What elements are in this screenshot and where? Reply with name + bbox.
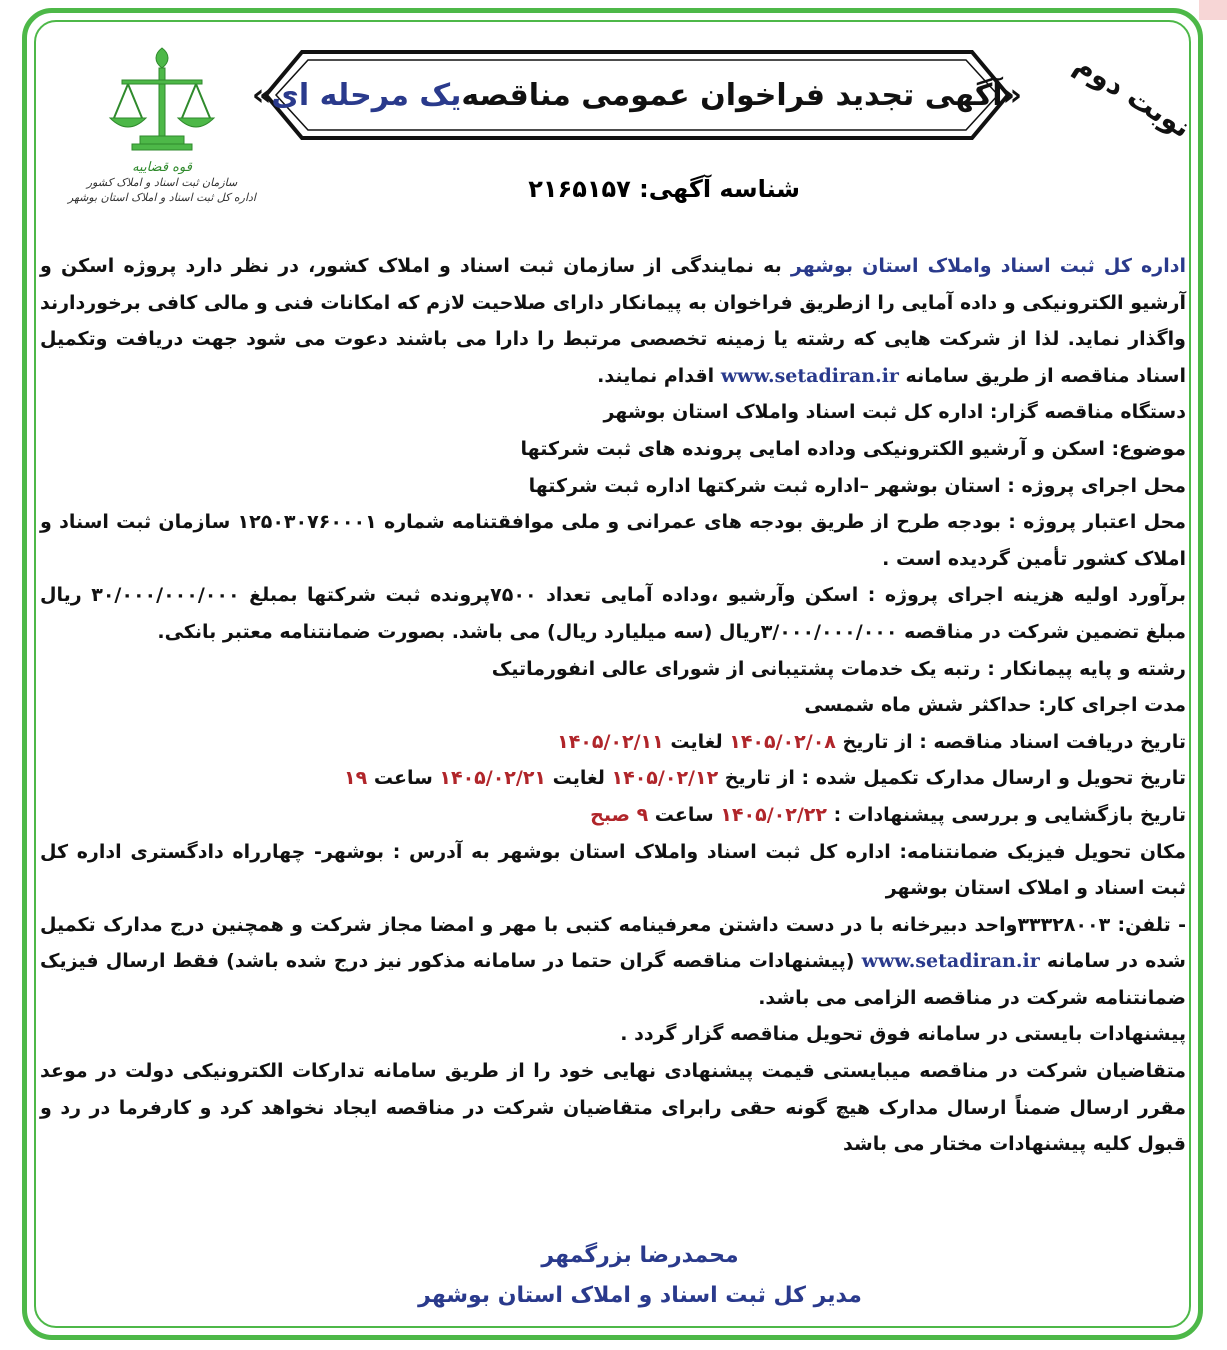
round-badge: نوبت دوم bbox=[1068, 47, 1197, 145]
phone-text-1: - تلفن: ۳۳۳۲۸۰۰۳واحد دبیرخانه با در دست داشتن معرفینامه کتبی با مهر و امضا مجاز شرکت و همچنین درج مدارک تکمیل شده در سامانه bbox=[40, 913, 1186, 973]
emblem-line-organization: سازمان ثبت اسناد و املاک کشور bbox=[86, 176, 238, 189]
document-receipt-dates bbox=[40, 724, 1186, 761]
intro-text-1: به نمایندگی از سازمان ثبت اسناد و املاک کشور، در نظر دارد پروژه اسکن و آرشیو الکترونیکی و داده آمایی را ازطریق فراخوان به پیمانکار دارای صلاحیت لازم که امکانات فنی و مالی کافی برخوردارند واگذار نماید. لذا از شرکت هایی که رشته یا زمینه تخصصی مرتبط را دارا می باشند دعوت می شود جهت دریافت وتکمیل اسناد مناقصه از طریق سامانه bbox=[40, 255, 1186, 387]
phone-and-submission bbox=[40, 907, 1186, 1017]
title-highlight: یک مرحله ای bbox=[271, 77, 462, 113]
emblem-line-judiciary: قوه قضاییه bbox=[132, 160, 192, 175]
intro-paragraph bbox=[40, 248, 1186, 394]
submission-to-date: ۱۴۰۵/۰۲/۲۱ bbox=[439, 767, 547, 790]
ad-id-label: شناسه آگهی: bbox=[639, 175, 800, 203]
opening-time: ۹ صبح bbox=[590, 803, 649, 826]
submission-from-date: ۱۴۰۵/۰۲/۱۲ bbox=[611, 767, 719, 790]
tender-organizer: دستگاه مناقصه گزار: اداره کل ثبت اسناد واملاک استان بوشهر bbox=[603, 401, 1186, 424]
receipt-from-date: ۱۴۰۵/۰۲/۰۸ bbox=[729, 730, 836, 753]
opening-date-value: ۱۴۰۵/۰۲/۲۲ bbox=[720, 803, 827, 826]
opening-label: تاریخ بازگشایی و بررسی پیشنهادات : bbox=[826, 803, 1186, 826]
signatory-name: محمدرضا بزرگمهر bbox=[541, 1243, 739, 1268]
final-note: متقاضیان شرکت در مناقصه میبایستی قیمت پیشنهادی نهایی خود را از طریق سامانه تدارکات الکترونیکی دولت در موعد مقرر ارسال ضمناً ارسال مدارک هیچ گونه حقی رابرای متقاضیان شرکت در مناقصه ایجاد نخواهد کرد و کارفرما در رد و قبول کلیه پیشنهادات مختار می باشد bbox=[40, 1060, 1186, 1156]
title-box bbox=[252, 48, 1022, 142]
title-part-1: «آگهی تجدید فراخوان عمومی مناقصه bbox=[461, 77, 1022, 113]
signature-block bbox=[340, 1236, 940, 1316]
duration: مدت اجرای کار: حداکثر شش ماه شمسی bbox=[804, 694, 1186, 717]
submission-time: ۱۹ bbox=[344, 767, 368, 790]
signatory-position: مدیر کل ثبت اسناد و املاک استان بوشهر bbox=[418, 1283, 862, 1308]
ad-id bbox=[480, 175, 800, 203]
ad-id-value: ۲۱۶۵۱۵۷ bbox=[528, 175, 631, 203]
organization-name: اداره کل ثبت اسناد واملاک استان بوشهر bbox=[790, 255, 1186, 277]
title-part-2: » bbox=[252, 77, 272, 113]
receipt-label: تاریخ دریافت اسناد مناقصه : از تاریخ bbox=[835, 730, 1186, 753]
submission-note: پیشنهادات بایستی در سامانه فوق تحویل مناقصه گزار گردد . bbox=[620, 1023, 1186, 1046]
setadiran-link[interactable]: www.setadiran.ir bbox=[720, 364, 899, 387]
scales-of-justice-icon bbox=[62, 40, 262, 170]
submission-until-label: لغایت bbox=[546, 767, 612, 790]
contractor-grade: رشته و پایه پیمانکار : رتبه یک خدمات پشتیبانی از شورای عالی انفورماتیک bbox=[491, 657, 1186, 680]
corner-mark bbox=[1199, 0, 1227, 20]
receipt-to-date: ۱۴۰۵/۰۲/۱۱ bbox=[557, 730, 664, 753]
project-location: محل اجرای پروژه : استان بوشهر –اداره ثبت شرکتها اداره ثبت شرکتها bbox=[528, 474, 1186, 497]
emblem-caption bbox=[62, 160, 262, 205]
setadiran-link-2[interactable]: www.setadiran.ir bbox=[861, 950, 1040, 973]
submission-time-label: ساعت bbox=[367, 767, 440, 790]
subject: موضوع: اسکن و آرشیو الکترونیکی وداده امایی پرونده های ثبت شرکتها bbox=[520, 437, 1186, 460]
notice-body bbox=[40, 248, 1186, 1163]
cost-estimate: برآورد اولیه هزینه اجرای پروژه : اسکن وآرشیو ،وداده آمایی تعداد ۷۵۰۰پرونده ثبت شرکتها بمبلغ ۳۰/۰۰۰/۰۰۰/۰۰۰ ریال مبلغ تضمین شرکت در مناقصه ۳/۰۰۰/۰۰۰/۰۰۰ریال (سه میلیارد ریال) می باشد. بصورت ضمانتنامه معتبر بانکی. bbox=[40, 584, 1186, 643]
opening-date bbox=[40, 797, 1186, 834]
guarantee-delivery-location: مکان تحویل فیزیک ضمانتنامه: اداره کل ثبت اسناد واملاک استان بوشهر به آدرس : بوشهر- چهارراه دادگستری اداره کل ثبت اسناد و املاک استان بوشهر bbox=[40, 840, 1186, 900]
opening-time-label: ساعت bbox=[648, 803, 721, 826]
emblem-line-office: اداره کل ثبت اسناد و املاک استان بوشهر bbox=[68, 191, 256, 204]
phone-text-2: (پیشنهادات مناقصه گران حتما در سامانه مذکور نیز درج شده باشد) فقط ارسال فیزیک ضمانتنامه شرکت در مناقصه الزامی می باشد. bbox=[40, 950, 1186, 1009]
intro-text-2: اقدام نمایند. bbox=[597, 364, 721, 387]
page-title bbox=[252, 48, 1022, 142]
project-budget-source: محل اعتبار پروژه : بودجه طرح از طریق بودجه های عمرانی و ملی موافقتنامه شماره ۱۲۵۰۳۰۷۶۰۰۰۱ سازمان ثبت اسناد و املاک کشور تأمین گردیده است . bbox=[40, 511, 1187, 570]
submission-label: تاریخ تحویل و ارسال مدارک تکمیل شده : از تاریخ bbox=[718, 767, 1186, 790]
receipt-until-label: لغایت bbox=[663, 730, 730, 753]
submission-dates bbox=[40, 760, 1186, 797]
